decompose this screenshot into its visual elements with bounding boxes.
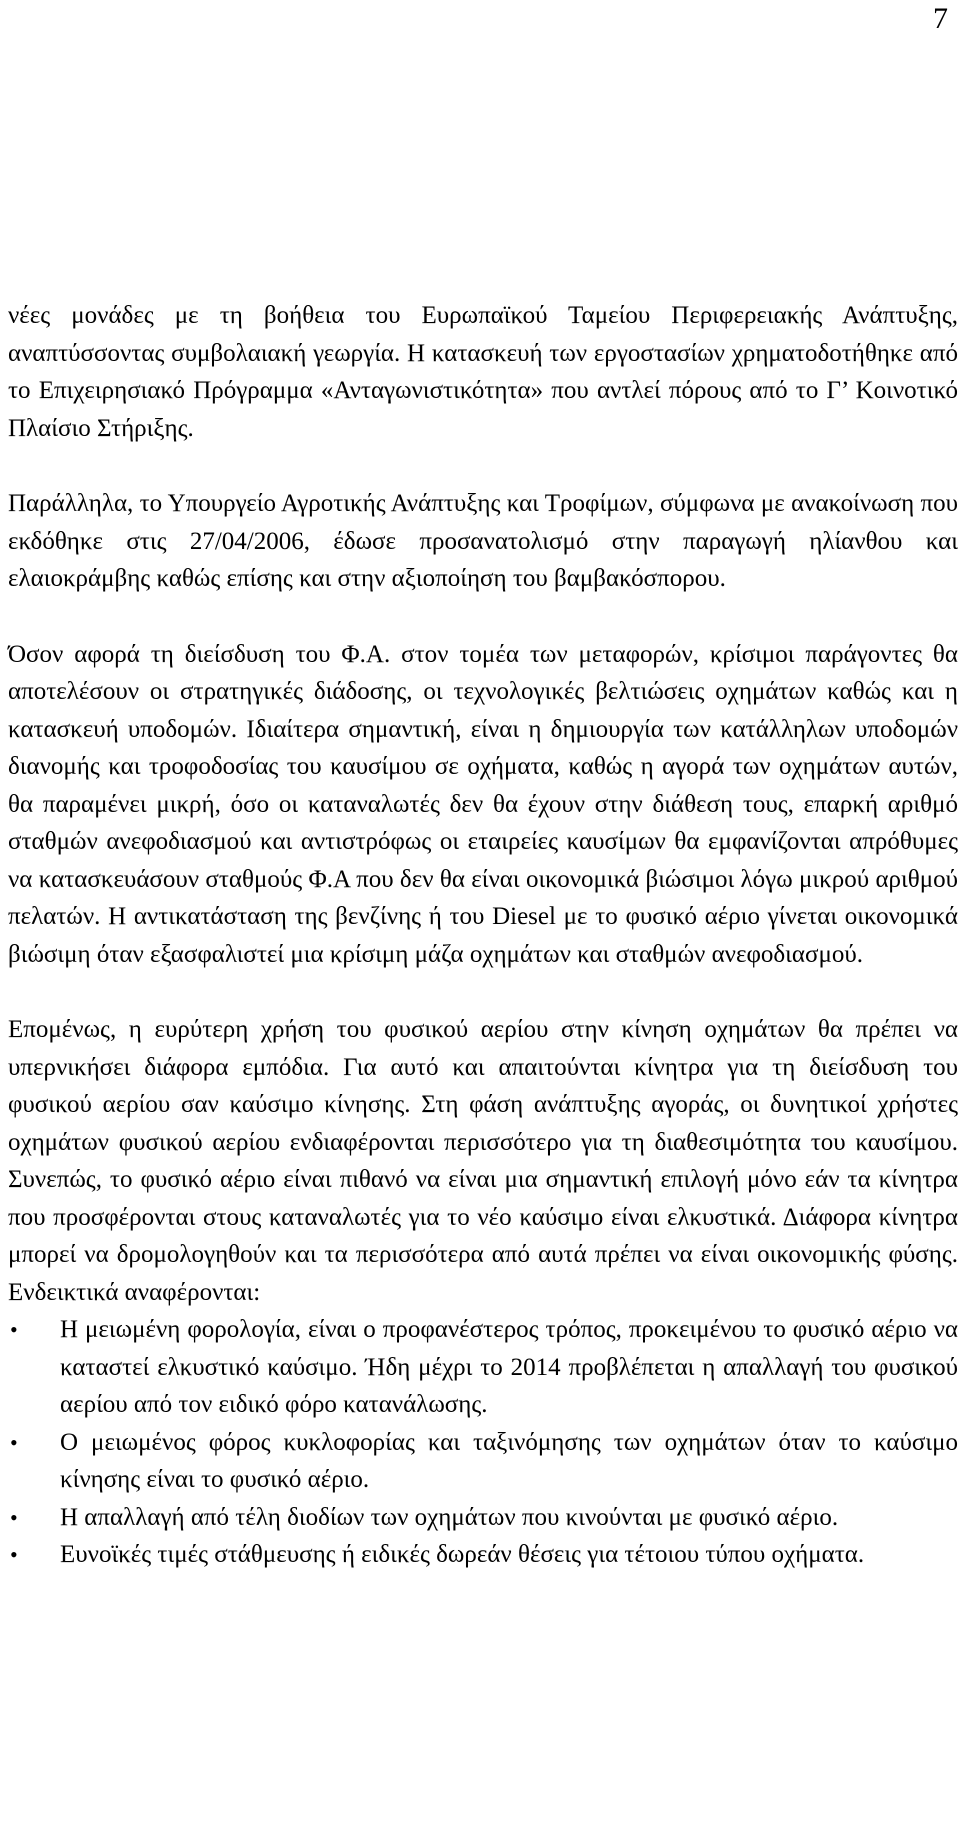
list-item	[8, 1311, 958, 1424]
bullet-icon: •	[10, 1504, 18, 1530]
bullet-icon: •	[10, 1542, 18, 1567]
paragraph: Όσον αφορά τη διείσδυση του Φ.Α. στον τομέα των μεταφορών, κρίσιμοι παράγοντες θα αποτελέσουν οι στρατηγικές διάδοσης, οι τεχνολογικές βελτιώσεις οχημάτων καθώς και η κατασκευή υποδομών. Ιδιαίτερα σημαντική, είναι η δημιουργία των κατάλληλων υποδομών διανομής και τροφοδοσίας του καυσίμου σε οχήματα, καθώς η αγορά των οχημάτων αυτών, θα παραμένει μικρή, όσο οι καταναλωτές δεν θα έχουν στην διάθεση τους, επαρκή αριθμό σταθμών ανεφοδιασμού και αντιστρόφως οι εταιρείες καυσίμων θα εμφανίζονται απρόθυμες να κατασκευάσουν σταθμούς Φ.Α που δεν θα είναι οικονομικά βιώσιμοι λόγω μικρού αριθμού πελατών. Η αντικατάσταση της βενζίνης ή του Diesel με το φυσικό αέριο γίνεται οικονομικά βιώσιμη όταν εξασφαλιστεί μια κρίσιμη μάζα οχημάτων και σταθμών ανεφοδιασμού.	[8, 640, 958, 968]
bullet-icon: •	[10, 1317, 18, 1342]
paragraph: Επομένως, η ευρύτερη χρήση του φυσικού αερίου στην κίνηση οχημάτων θα πρέπει να υπερνικήσει διάφορα εμπόδια. Για αυτό και απαιτούνται κίνητρα για τη διείσδυση του φυσικού αερίου σαν καύσιμο κίνησης. Στη φάση ανάπτυξης αγοράς, οι δυνητικοί χρήστες οχημάτων φυσικού αερίου ενδιαφέρονται περισσότερο για τη διαθεσιμότητα του καυσίμου. Συνεπώς, το φυσικό αέριο είναι πιθανό να είναι μια σημαντική επιλογή μόνο εάν τα κίνητρα που προσφέρονται στους καταναλωτές για το νέο καύσιμο είναι ελκυστικά. Διάφορα κίνητρα μπορεί να δρομολογηθούν και τα περισσότερα από αυτά πρέπει να είναι οικονομικής φύσης. Ενδεικτικά αναφέρονται:	[8, 1016, 958, 1306]
list-item	[8, 1536, 958, 1574]
list-item	[8, 1499, 958, 1537]
list-item-text: Η μειωμένη φορολογία, είναι ο προφανέστερος τρόπος, προκειμένου το φυσικό αέριο να καταστεί ελκυστικό καύσιμο. Ήδη μέχρι το 2014 προβλέπεται η απαλλαγή του φυσικού αερίου από τον ειδικό φόρο κατανάλωσης.	[60, 1316, 958, 1418]
paragraph: Παράλληλα, το Υπουργείο Αγροτικής Ανάπτυξης και Τροφίμων, σύμφωνα με ανακοίνωση που εκδόθηκε στις 27/04/2006, έδωσε προσανατολισμό στην παραγωγή ηλίανθου και ελαιοκράμβης καθώς επίσης και στην αξιοποίηση του βαμβακόσπορου.	[8, 490, 958, 592]
page-number: 7	[933, 2, 948, 35]
list-item	[8, 1424, 958, 1499]
list-item-text: Ευνοϊκές τιμές στάθμευσης ή ειδικές δωρεάν θέσεις για τέτοιου τύπου οχήματα.	[60, 1541, 865, 1568]
list-item-text: Η απαλλαγή από τέλη διοδίων των οχημάτων που κινούνται με φυσικό αέριο.	[60, 1503, 839, 1531]
paragraph: νέες μονάδες με τη βοήθεια του Ευρωπαϊκού Ταμείου Περιφερειακής Ανάπτυξης, αναπτύσσοντας συμβολαιακή γεωργία. Η κατασκευή των εργοστασίων χρηματοδοτήθηκε από το Επιχειρησιακό Πρόγραμμα «Ανταγωνιστικότητα» που αντλεί πόρους από το Γ’ Κοινοτικό Πλαίσιο Στήριξης.	[8, 302, 958, 442]
bullet-icon: •	[10, 1429, 18, 1455]
document-body	[8, 297, 958, 1574]
bullet-list	[8, 1311, 958, 1574]
list-item-text: Ο μειωμένος φόρος κυκλοφορίας και ταξινόμησης των οχημάτων όταν το καύσιμο κίνησης είναι το φυσικό αέριο.	[60, 1428, 958, 1493]
